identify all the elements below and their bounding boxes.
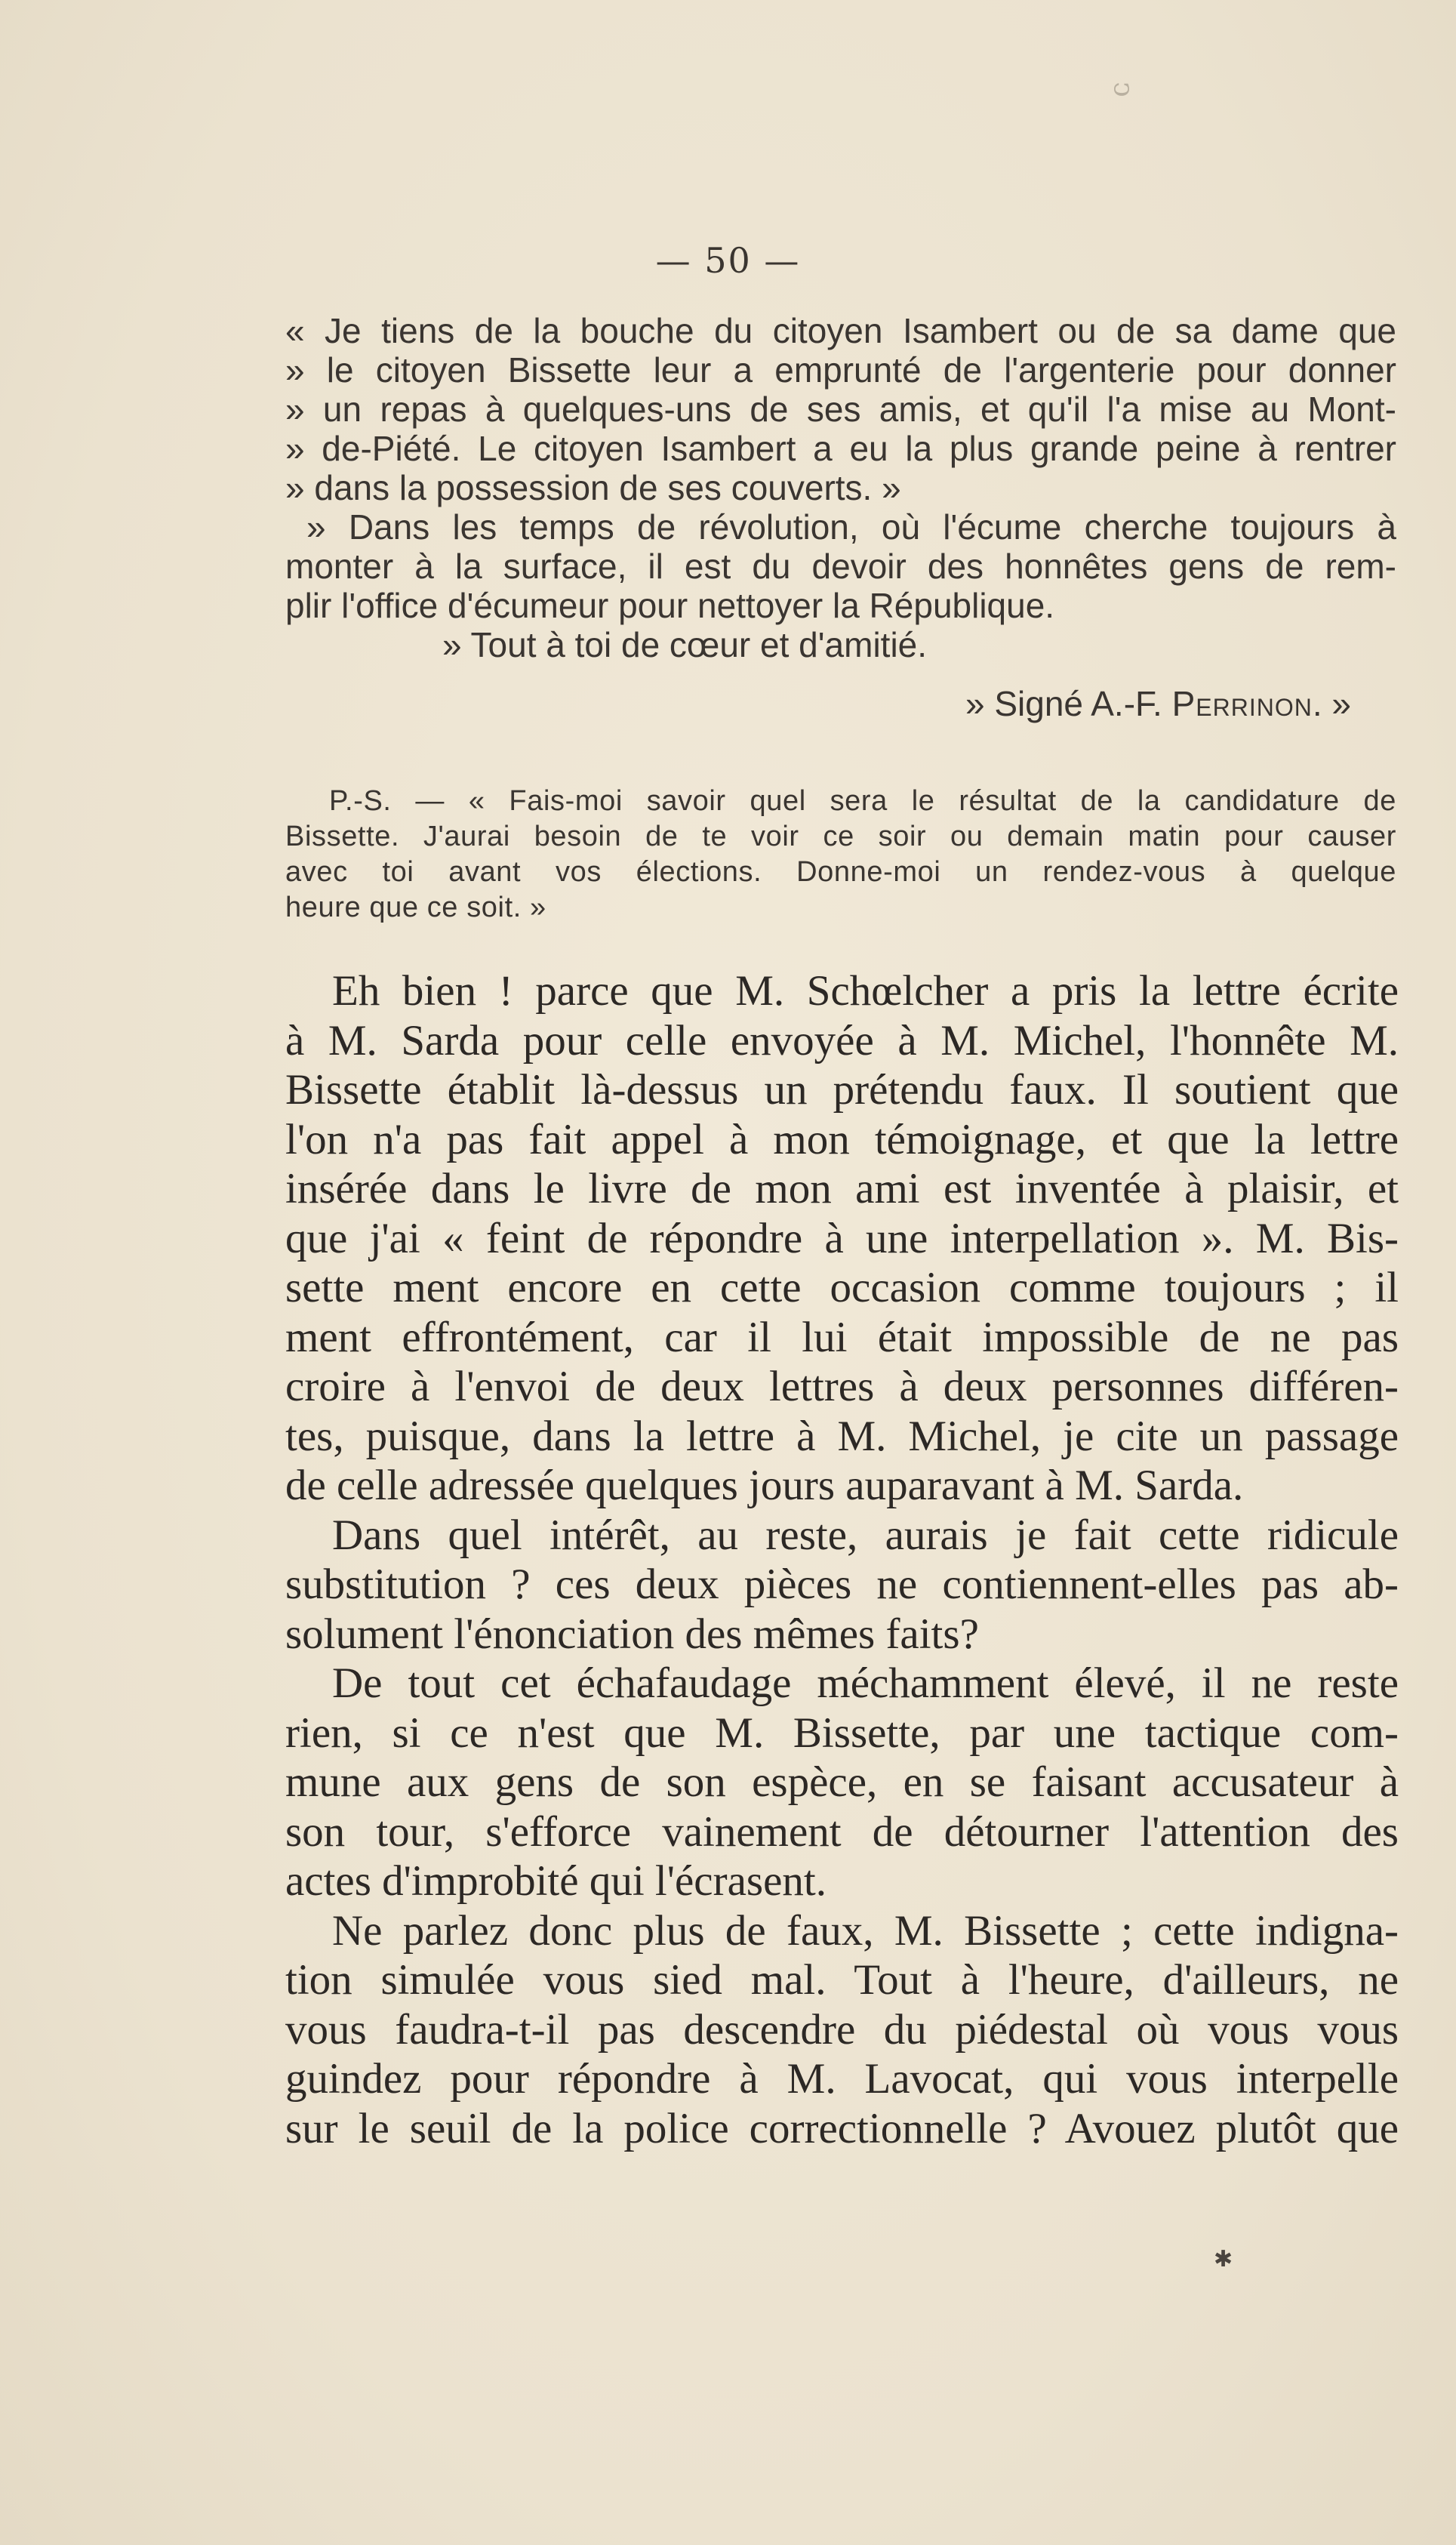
text-line: guindez pour répondre à M. Lavocat, qui vous interpelle [285,2055,1399,2103]
quoted-paragraph-1 [285,311,1396,507]
text-line: son tour, s'efforce vainement de détourner l'attention des [285,1807,1399,1856]
text-line: Bissette. J'aurai besoin de te voir ce soir ou demain matin pour causer [285,821,1396,852]
text-line: P.-S. — « Fais-moi savoir quel sera le résultat de la candidature de [329,785,1396,817]
signature-line [285,684,1396,723]
text-line: substitution ? ces deux pièces ne contiennent-elles pas ab- [285,1561,1399,1608]
text-line: l'on n'a pas fait appel à mon témoignage, et que la lettre [285,1115,1399,1163]
text-line: de celle adressée quelques jours auparavant à M. Sarda. [285,1462,1244,1509]
text-line: » dans la possession de ses couverts. » [285,468,901,507]
signature-name: Perrinon [1171,684,1313,723]
quoted-letter [285,311,1396,723]
text-line: rien, si ce n'est que M. Bissette, par une tactique com- [285,1708,1399,1757]
text-line: que j'ai « feint de répondre à une interpellation ». M. Bis- [285,1214,1399,1262]
body-paragraph-4 [285,1906,1399,2154]
text-line: tion simulée vous sied mal. Tout à l'heure, d'ailleurs, ne [285,1956,1399,2004]
body-paragraph-1 [285,966,1399,1511]
text-line: actes d'improbité qui l'écrasent. [285,1857,827,1905]
text-line: sur le seuil de la police correctionnelle ? Avouez plutôt que [285,2104,1399,2152]
body-paragraph-3 [285,1659,1399,1906]
corner-mark: ↄ [1107,82,1139,97]
text-line: à M. Sarda pour celle envoyée à M. Michel, l'honnête M. [285,1016,1399,1065]
signature-prefix: » Signé A.-F. [965,684,1162,723]
quoted-closing [285,625,1396,664]
text-line: insérée dans le livre de mon ami est inventée à plaisir, et [285,1165,1399,1212]
text-line: avec toi avant vos élections. Donne-moi un rendez-vous à quelque [285,856,1396,888]
text-line: Dans quel intérêt, au reste, aurais je fait cette ridicule [332,1511,1399,1559]
text-line: » de-Piété. Le citoyen Isambert a eu la plus grande peine à rentrer [285,429,1396,468]
text-line: » un repas à quelques-uns de ses amis, et qu'il l'a mise au Mont- [285,390,1396,429]
text-line: Eh bien ! parce que M. Schœlcher a pris la lettre écrite [332,967,1399,1015]
text-line: » le citoyen Bissette leur a emprunté de l'argenterie pour donner [285,350,1396,390]
text-line: heure que ce soit. » [285,892,546,923]
text-line: tes, puisque, dans la lettre à M. Michel, je cite un passage [285,1412,1399,1460]
text-line: « Je tiens de la bouche du citoyen Isambert ou de sa dame que [285,311,1396,350]
quoted-paragraph-2 [285,507,1396,625]
body-paragraph-2 [285,1511,1399,1659]
text-line: solument l'énonciation des mêmes faits? [285,1610,979,1658]
text-line: Bissette établit là-dessus un prétendu faux. Il soutient que [285,1066,1399,1114]
postscript [285,784,1396,926]
text-line: monter à la surface, il est du devoir des honnêtes gens de rem- [285,547,1396,586]
bottom-mark: ✱ [1214,2246,1233,2272]
text-line: De tout cet échafaudage méchamment élevé, il ne reste [332,1659,1399,1707]
text-line: plir l'office d'écumeur pour nettoyer la République. [285,586,1055,625]
page-number: — 50 — [655,240,801,281]
text-line: ment effrontément, car il lui était impossible de ne pas [285,1313,1399,1361]
text-line: sette ment encore en cette occasion comme toujours ; il [285,1264,1399,1311]
text-line: croire à l'envoi de deux lettres à deux personnes différen- [285,1363,1399,1410]
closing-line: » Tout à toi de cœur et d'amitié. [442,625,928,664]
signature-suffix: . » [1312,684,1351,723]
quoted-signature [285,684,1396,723]
text-line: Ne parlez donc plus de faux, M. Bissette ; cette indigna- [332,1906,1399,1955]
text-line: mune aux gens de son espèce, en se faisant accusateur à [285,1758,1399,1806]
main-text [285,966,1399,2153]
text-line: vous faudra-t-il pas descendre du piédestal où vous vous [285,2005,1399,2054]
text-line: » Dans les temps de révolution, où l'écume cherche toujours à [306,507,1396,547]
